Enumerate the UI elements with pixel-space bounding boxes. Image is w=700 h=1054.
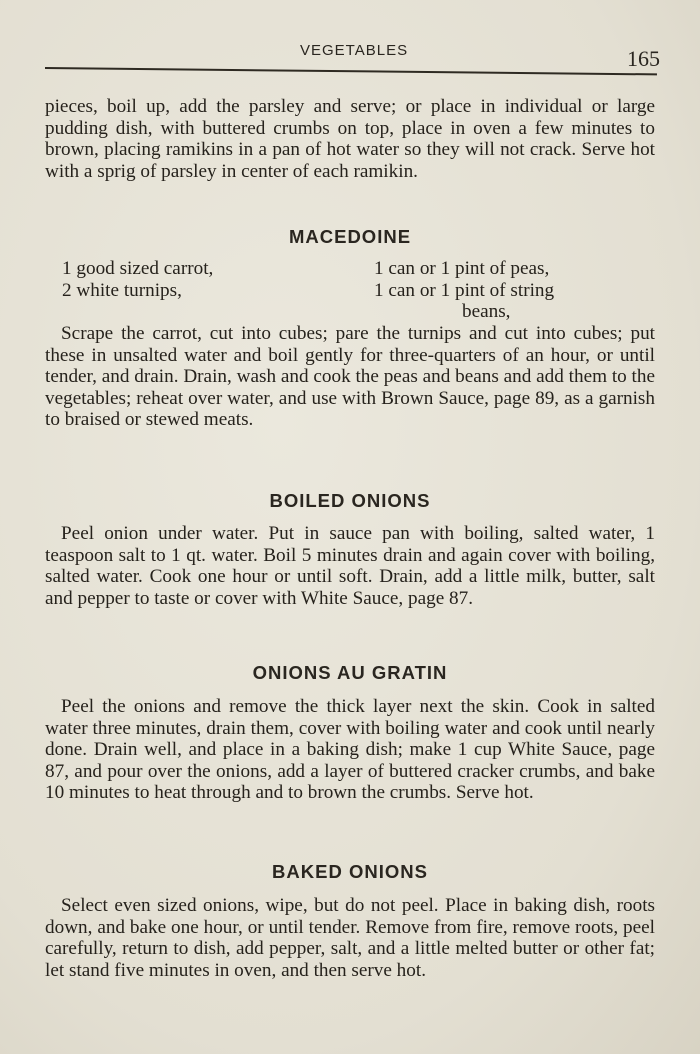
ingredient-item-continuation: beans,: [462, 301, 511, 322]
ingredient-item: 2 white turnips,: [62, 279, 182, 301]
ingredients-left-column: [62, 258, 342, 301]
section-title-baked-onions: BAKED ONIONS: [272, 861, 428, 882]
boiled-onions-directions-text: Peel onion under water. Put in sauce pan with boiling, salted water, 1 teaspoon salt to 1 qt. water. Boil 5 minutes drain and again cover with boiling, salted water. Cook one hour or until soft. Drain, add a little milk, butter, salt and pepper to taste or cover with White Sauce, page 87.: [45, 523, 655, 609]
header-rule: [45, 67, 657, 75]
baked-onions-directions: [45, 895, 655, 981]
intro-paragraph: [45, 96, 655, 182]
onions-au-gratin-directions: [45, 696, 655, 804]
section-title-onions-au-gratin: ONIONS AU GRATIN: [252, 662, 448, 683]
section-title-macedoine: MACEDOINE: [288, 226, 412, 247]
macedoine-directions-text: Scrape the carrot, cut into cubes; pare the turnips and cut into cubes; put these in unsalted water and boil gently for three-quarters of an hour, or until tender, and drain. Drain, wash and cook the peas and beans and add them to the vegetables; reheat over water, and use with Brown Sauce, page 89, as a garnish to braised or stewed meats.: [45, 323, 655, 430]
ingredient-item: 1 can or 1 pint of peas,: [374, 258, 550, 279]
running-head: VEGETABLES: [300, 42, 409, 59]
section-title-boiled-onions: BOILED ONIONS: [269, 490, 431, 511]
ingredient-item: 1 can or 1 pint of string: [374, 279, 555, 301]
onions-au-gratin-directions-text: Peel the onions and remove the thick layer next the skin. Cook in salted water three minutes, drain them, cover with boiling water and cook until nearly done. Drain well, and place in a baking dish; make 1 cup White Sauce, page 87, and pour over the onions, add a layer of buttered cracker crumbs, and bake 10 minutes to heat through and to brown the crumbs. Serve hot.: [45, 696, 655, 803]
ingredients-right-column: [374, 258, 624, 323]
ingredient-item: 1 good sized carrot,: [62, 258, 214, 279]
macedoine-directions: [45, 323, 655, 431]
intro-paragraph-text: pieces, boil up, add the parsley and serve; or place in individual or large pudding dish, with buttered crumbs on top, place in oven a few minutes to brown, placing ramikins in a pan of hot water so they will not crack. Serve hot with a sprig of parsley in center of each ramikin.: [45, 96, 655, 182]
baked-onions-directions-text: Select even sized onions, wipe, but do not peel. Place in baking dish, roots down, and bake one hour, or until tender. Remove from fire, remove roots, peel carefully, return to dish, add pepper, salt, and a little melted butter or other fat; let stand five minutes in oven, and then serve hot.: [45, 895, 655, 981]
boiled-onions-directions: [45, 523, 655, 609]
page-number: 165: [627, 46, 660, 71]
